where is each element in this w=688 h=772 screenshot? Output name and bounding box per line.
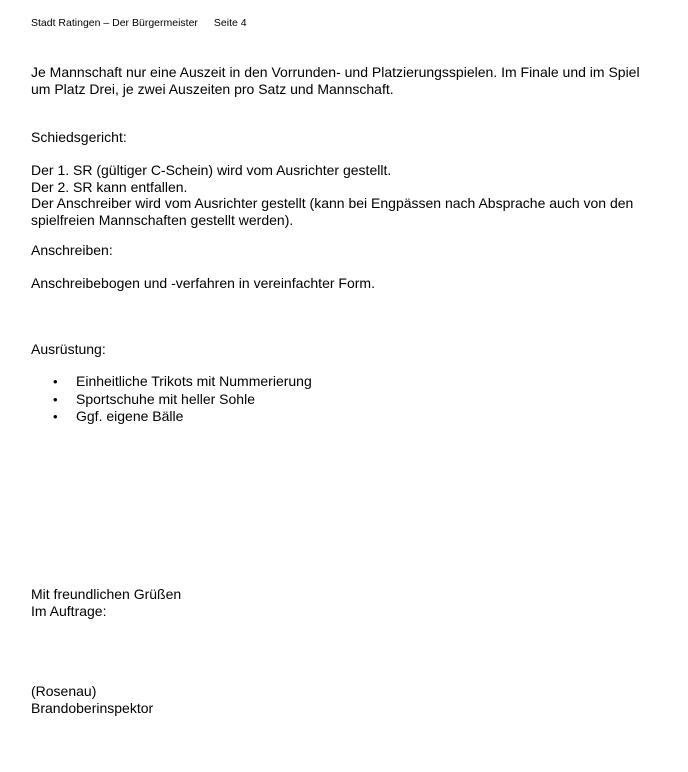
section-heading: Ausrüstung: [31,341,106,357]
section-schiedsgericht [31,129,661,146]
closing-greeting: Mit freundlichen Grüßen [31,586,182,602]
schiedsgericht-line: Der 1. SR (gültiger C-Schein) wird vom Ausrichter gestellt. [31,162,392,178]
signature-title: Brandoberinspektor [31,699,154,716]
list-item-text: Einheitliche Trikots mit Nummerierung [76,373,312,389]
ausruestung-list-block [31,373,661,426]
intro-line: um Platz Drei, je zwei Auszeiten pro Satz und Mannschaft. [31,80,394,97]
page-header [31,17,247,30]
schiedsgericht-body [31,162,661,228]
list-item-text: Sportschuhe mit heller Sohle [76,390,255,407]
section-heading: Schiedsgericht: [31,129,127,145]
schiedsgericht-line: Der Anschreiber wird vom Ausrichter gestellt (kann bei Engpässen nach Absprache auch von den [31,195,634,211]
closing [31,586,661,619]
section-ausruestung [31,341,661,358]
section-heading: Anschreiben: [31,242,113,258]
list-item [31,408,661,426]
list-item-text: Ggf. eigene Bälle [76,408,184,424]
header-page-number: Seite 4 [213,17,247,29]
bullet-icon: • [53,391,58,407]
anschreiben-body [31,275,661,292]
list-item [31,391,661,409]
intro-paragraph [31,64,661,97]
schiedsgericht-line: Der 2. SR kann entfallen. [31,178,188,195]
header-sender: Stadt Ratingen – Der Bürgermeister [31,17,198,29]
bullet-icon: • [53,409,58,424]
anschreiben-text: Anschreibebogen und -verfahren in vereinfachter Form. [31,275,375,291]
signature [31,683,661,716]
equipment-list [31,373,661,426]
closing-order: Im Auftrage: [31,602,107,619]
list-item [31,373,661,391]
section-anschreiben [31,242,661,259]
schiedsgericht-line: spielfreien Mannschaften gestellt werden). [31,211,294,228]
bullet-icon: • [53,374,58,389]
signature-name: (Rosenau) [31,683,97,699]
intro-line: Je Mannschaft nur eine Auszeit in den Vorrunden- und Platzierungsspielen. Im Finale und im Spiel [31,64,640,80]
